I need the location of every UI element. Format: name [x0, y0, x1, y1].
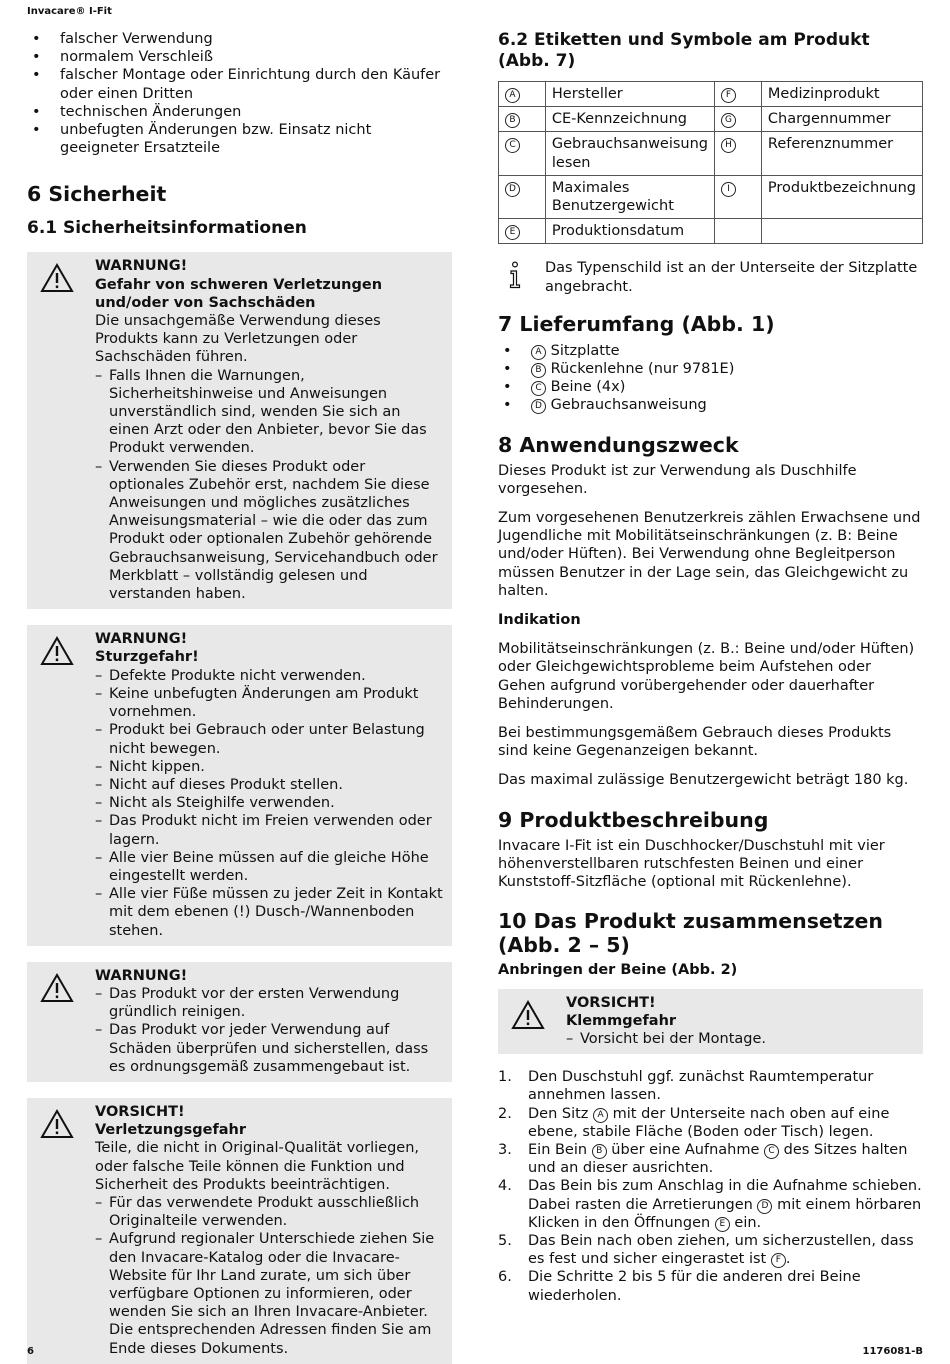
- callout-letter: A: [531, 345, 546, 360]
- step-text: mit der Unterseite nach oben auf eine ebene, stabile Fläche (Boden oder Tisch) legen.: [528, 1105, 890, 1140]
- table-row: [499, 175, 923, 218]
- section-heading-7: 7 Lieferumfang (Abb. 1): [498, 311, 775, 336]
- callout-letter: D: [531, 399, 546, 414]
- label-text: Referenznummer: [767, 136, 894, 153]
- table-cell-letter: [499, 107, 546, 132]
- warning-text: Die unsachgemäße Verwendung dieses Produkts kann zu Verletzungen oder Sachschäden führen.: [95, 313, 381, 366]
- warning-label: WARNUNG!: [95, 967, 188, 984]
- max-weight-text: Das maximal zulässige Benutzergewicht beträgt 180 kg.: [498, 772, 909, 789]
- indication-heading: Indikation: [498, 612, 581, 629]
- step-number: 1.: [498, 1069, 512, 1086]
- warning-label: WARNUNG!: [95, 258, 188, 275]
- step-text: Ein Bein: [528, 1141, 592, 1158]
- callout-letter: B: [505, 113, 520, 128]
- list-item: • falscher Verwendung: [27, 30, 452, 48]
- warning-list: [95, 667, 444, 940]
- table-cell-letter: [499, 219, 546, 244]
- list-item: – Nicht kippen.: [95, 758, 444, 776]
- label-text: CE-Kennzeichnung: [551, 111, 687, 128]
- step-item: [498, 1068, 923, 1104]
- list-item-text: Rückenlehne (nur 9781E): [550, 361, 735, 378]
- purpose-text: Dieses Produkt ist zur Verwendung als Duschhilfe vorgesehen.: [498, 462, 857, 497]
- callout-letter: E: [715, 1217, 730, 1232]
- callout-letter: B: [592, 1144, 607, 1159]
- step-number: 4.: [498, 1178, 512, 1195]
- list-item: – Verwenden Sie dieses Produkt oder optionales Zubehör erst, nachdem Sie diese Anweisungen und mögliches zusätzliches Anweisungsmaterial – wie die oder das zum Produkt oder optionalen Zubehör gehörende Gebrauchsanweisung, Servicehandbuch oder Merkblatt – vollständig gelesen und verstanden haben.: [95, 458, 444, 604]
- callout-letter: E: [505, 225, 520, 240]
- caution-box-pinch: [498, 989, 923, 1055]
- step-item: [498, 1232, 923, 1268]
- list-item: – Falls Ihnen die Warnungen, Sicherheitshinweise und Anweisungen unverständlich sind, wenden Sie sich an einen Arzt oder den Anbieter, bevor Sie das Produkt verwenden.: [95, 367, 444, 458]
- label-text: Maximales Benutzergewicht: [551, 179, 674, 215]
- table-cell-letter: [715, 132, 762, 175]
- label-text: Chargennummer: [767, 111, 891, 128]
- label-text: Produktbezeichnung: [767, 179, 916, 196]
- list-item: – Alle vier Beine müssen auf die gleiche Höhe eingestellt werden.: [95, 849, 444, 885]
- section-heading-10: 10 Das Produkt zusammensetzen (Abb. 2 – 5): [498, 909, 884, 958]
- callout-letter: G: [721, 113, 736, 128]
- step-text: Den Sitz: [528, 1105, 594, 1122]
- caution-title: Klemmgefahr: [566, 1012, 677, 1029]
- warning-list: [95, 367, 444, 604]
- table-cell-letter: [499, 175, 546, 218]
- warning-box-cleaning: [27, 962, 452, 1082]
- callout-letter: C: [531, 381, 546, 396]
- list-item: – Nicht als Steighilfe verwenden.: [95, 794, 444, 812]
- info-icon: [508, 261, 522, 289]
- warning-triangle-icon: [40, 263, 74, 293]
- caution-list: [95, 1194, 444, 1358]
- table-cell-text: [761, 219, 922, 244]
- table-cell-text: [761, 175, 922, 218]
- list-item: [498, 396, 923, 414]
- section-heading-6-1: 6.1 Sicherheitsinformationen: [27, 218, 307, 239]
- callout-letter: D: [505, 182, 520, 197]
- table-row: [499, 107, 923, 132]
- warning-title: Sturzgefahr!: [95, 649, 199, 666]
- step-text: Das Bein nach oben ziehen, um sicherzustellen, dass es fest und sicher eingerastet ist: [528, 1232, 914, 1268]
- callout-letter: F: [721, 88, 736, 103]
- right-column: [498, 30, 923, 1305]
- table-cell-letter: [499, 82, 546, 107]
- step-number: 5.: [498, 1232, 512, 1249]
- list-item: • technischen Änderungen: [27, 103, 452, 121]
- list-item: [498, 342, 923, 360]
- list-item-text: Beine (4x): [550, 379, 626, 396]
- running-header: Invacare® I-Fit: [27, 6, 112, 17]
- warning-box-injury: [27, 252, 452, 609]
- step-text: ein.: [729, 1214, 762, 1231]
- step-text: des Sitzes halten und an dieser ausrichten.: [528, 1141, 908, 1177]
- info-note: [498, 259, 923, 295]
- callout-letter: D: [757, 1199, 772, 1214]
- contraindication-text: Bei bestimmungsgemäßem Gebrauch dieses Produkts sind keine Gegenanzeigen bekannt.: [498, 725, 892, 760]
- step-number: 6.: [498, 1269, 512, 1286]
- callout-letter: C: [764, 1144, 779, 1159]
- warning-title: Gefahr von schweren Verletzungen und/oder von Sachschäden: [95, 276, 383, 311]
- table-cell-text: [761, 82, 922, 107]
- warning-triangle-icon: [40, 973, 74, 1003]
- document-id: 1176081-B: [862, 1346, 923, 1357]
- page-number: 6: [27, 1346, 34, 1357]
- step-number: 2.: [498, 1105, 512, 1122]
- scope-list: [498, 342, 923, 415]
- step-text: mit einem hörbaren Klicken in den Öffnungen: [528, 1196, 922, 1231]
- liability-list: [27, 30, 452, 157]
- list-item-text: Gebrauchsanweisung: [550, 397, 707, 414]
- table-row: [499, 82, 923, 107]
- caution-label: VORSICHT!: [95, 1103, 185, 1120]
- label-text: Gebrauchsanweisung lesen: [551, 136, 709, 171]
- info-text: Das Typenschild ist an der Unterseite der Sitzplatte angebracht.: [545, 260, 918, 295]
- list-item: • falscher Montage oder Einrichtung durch den Käufer oder einen Dritten: [27, 66, 452, 102]
- warning-triangle-icon: [40, 636, 74, 666]
- legs-subheading: Anbringen der Beine (Abb. 2): [498, 962, 738, 979]
- callout-letter: B: [531, 363, 546, 378]
- callout-letter: I: [721, 182, 736, 197]
- section-heading-8: 8 Anwendungszweck: [498, 432, 739, 457]
- step-text: Den Duschstuhl ggf. zunächst Raumtemperatur annehmen lassen.: [528, 1069, 874, 1104]
- list-item-text: Sitzplatte: [550, 342, 620, 359]
- warning-label: WARNUNG!: [95, 631, 188, 648]
- step-item: [498, 1268, 923, 1304]
- list-item: • normalem Verschleiß: [27, 48, 452, 66]
- step-item: [498, 1105, 923, 1141]
- list-item: – Vorsicht bei der Montage.: [566, 1030, 915, 1048]
- table-cell-text: [545, 107, 714, 132]
- list-item: [498, 378, 923, 396]
- step-text: .: [785, 1251, 791, 1268]
- caution-box-parts: [27, 1098, 452, 1364]
- caution-text: Teile, die nicht in Original-Qualität vorliegen, oder falsche Teile können die Funktion und Sicherheit des Produkts beeinträchtigen.: [95, 1140, 420, 1193]
- label-text: Produktionsdatum: [551, 223, 685, 240]
- list-item: – Das Produkt vor der ersten Verwendung gründlich reinigen.: [95, 985, 444, 1021]
- step-text: über eine Aufnahme: [606, 1141, 764, 1158]
- warning-triangle-icon: [40, 1109, 74, 1139]
- table-cell-text: [545, 219, 714, 244]
- callout-letter: H: [721, 138, 736, 153]
- list-item: – Alle vier Füße müssen zu jeder Zeit in Kontakt mit dem ebenen (!) Dusch-/Wannenboden stehen.: [95, 885, 444, 940]
- callout-letter: A: [505, 88, 520, 103]
- step-number: 3.: [498, 1141, 512, 1158]
- step-text: Die Schritte 2 bis 5 für die anderen drei Beine wiederholen.: [528, 1269, 861, 1304]
- section-heading-6: 6 Sicherheit: [27, 182, 167, 207]
- table-cell-text: [761, 132, 922, 175]
- caution-title: Verletzungsgefahr: [95, 1122, 247, 1139]
- step-item: [498, 1141, 923, 1177]
- left-column: [27, 30, 452, 1364]
- callout-letter: C: [505, 138, 520, 153]
- label-text: Hersteller: [551, 86, 623, 102]
- assembly-steps: [498, 1068, 923, 1305]
- table-cell-letter: [715, 219, 762, 244]
- list-item: – Aufgrund regionaler Unterschiede ziehen Sie den Invacare-Katalog oder die Invacare-Website für Ihr Land zurate, um sich über verfügbare Optionen zu informieren, oder wenden Sie sich an Ihren Invacare-Anbieter. Die entsprechenden Adressen finden Sie am Ende dieses Dokuments.: [95, 1230, 444, 1357]
- table-cell-letter: [715, 82, 762, 107]
- description-text: Invacare I-Fit ist ein Duschhocker/Duschstuhl mit vier höhenverstellbaren rutschfesten Beinen und einer Kunststoff-Sitzfläche (optional mit Rückenlehne).: [498, 837, 885, 891]
- warning-list: [95, 985, 444, 1076]
- table-cell-text: [545, 175, 714, 218]
- list-item: – Das Produkt vor jeder Verwendung auf Schäden überprüfen und sicherstellen, dass es ordnungsgemäß zusammengebaut ist.: [95, 1021, 444, 1076]
- table-cell-letter: [715, 107, 762, 132]
- list-item: – Nicht auf dieses Produkt stellen.: [95, 776, 444, 794]
- table-cell-text: [545, 82, 714, 107]
- list-item: – Defekte Produkte nicht verwenden.: [95, 667, 444, 685]
- table-cell-letter: [715, 175, 762, 218]
- section-heading-9: 9 Produktbeschreibung: [498, 807, 769, 832]
- list-item: [498, 360, 923, 378]
- callout-letter: F: [771, 1253, 786, 1268]
- table-row: [499, 132, 923, 175]
- indication-text: Mobilitätseinschränkungen (z. B.: Beine und/oder Hüften) oder Gleichgewichtsprobleme beim Aufstehen oder Gehen aufgrund vorübergehender oder dauerhafter Behinderungen.: [498, 641, 915, 712]
- label-symbol-table: [498, 81, 923, 244]
- callout-letter: A: [593, 1108, 608, 1123]
- step-item: [498, 1177, 923, 1232]
- table-row: [499, 219, 923, 244]
- label-text: Medizinprodukt: [767, 86, 880, 102]
- list-item: – Für das verwendete Produkt ausschließlich Originalteile verwenden.: [95, 1194, 444, 1230]
- list-item: – Keine unbefugten Änderungen am Produkt vornehmen.: [95, 685, 444, 721]
- user-group-text: Zum vorgesehenen Benutzerkreis zählen Erwachsene und Jugendliche mit Mobilitätseinschränkungen (z. B: Beine und/oder Hüften). Bei Verwendung ohne Begleitperson müssen Benutzer in der Lage sein, das Gleichgewicht zu halten.: [498, 510, 921, 599]
- table-cell-letter: [499, 132, 546, 175]
- table-cell-text: [545, 132, 714, 175]
- section-heading-6-2: 6.2 Etiketten und Symbole am Produkt (Abb. 7): [498, 30, 870, 71]
- step-text: Das Bein bis zum Anschlag in die Aufnahme schieben. Dabei rasten die Arretierungen: [528, 1178, 922, 1213]
- list-item: – Produkt bei Gebrauch oder unter Belastung nicht bewegen.: [95, 721, 444, 757]
- caution-list: [566, 1030, 915, 1048]
- list-item: – Das Produkt nicht im Freien verwenden oder lagern.: [95, 812, 444, 848]
- list-item: • unbefugten Änderungen bzw. Einsatz nicht geeigneter Ersatzteile: [27, 121, 452, 157]
- caution-label: VORSICHT!: [566, 994, 656, 1011]
- warning-box-fall: [27, 625, 452, 945]
- warning-triangle-icon: [511, 1000, 545, 1030]
- table-cell-text: [761, 107, 922, 132]
